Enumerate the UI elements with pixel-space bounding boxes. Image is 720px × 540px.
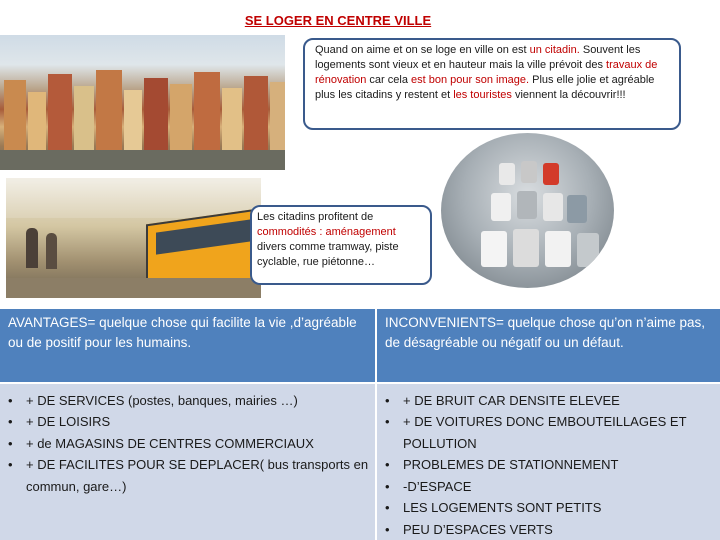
highlighted-text: est bon pour son image.	[411, 73, 530, 86]
list-item: • + de MAGASINS DE CENTRES COMMERCIAUX	[26, 433, 371, 454]
highlighted-text: un citadin.	[529, 44, 580, 56]
list-item: • LES LOGEMENTS SONT PETITS	[403, 497, 716, 518]
list-item: • -D’ESPACE	[403, 476, 716, 497]
page-title: SE LOGER EN CENTRE VILLE	[244, 13, 432, 28]
highlighted-text: commodités : aménagement	[257, 225, 396, 238]
list-item: • PROBLEMES DE STATIONNEMENT	[403, 454, 716, 475]
list-item: • + DE LOISIRS	[26, 411, 371, 432]
city-dweller-text	[315, 44, 657, 101]
text-segment: divers comme tramway, piste cyclable, rue piétonne…	[257, 240, 399, 268]
pros-cons-table	[0, 309, 720, 540]
list-item: • + DE SERVICES (postes, banques, mairies …)	[26, 390, 371, 411]
list-item: • + DE VOITURES DONC EMBOUTEILLAGES ET POLLUTION	[403, 411, 716, 454]
advantages-cell	[0, 382, 375, 540]
disadvantages-header: INCONVENIENTS= quelque chose qu’on n’aime pas, de désagréable ou négatif ou un défaut.	[375, 309, 720, 382]
text-segment: Quand on aime et on se loge en ville on est	[315, 44, 530, 56]
traffic-jam-photo	[441, 133, 614, 288]
disadvantages-cell	[375, 382, 720, 540]
amenities-callout	[250, 205, 432, 285]
advantages-header: AVANTAGES= quelque chose qui facilite la vie ,d’agréable ou de positif pour les humains.	[0, 309, 375, 382]
tramway-street-photo	[6, 178, 261, 298]
amenities-text	[257, 211, 399, 268]
highlighted-text: travaux de rénovation	[315, 58, 658, 86]
text-segment: car cela	[366, 73, 412, 86]
text-segment: Souvent les logements sont vieux et en hauteur mais la ville prévoit des	[315, 44, 641, 71]
list-item: • + DE FACILITES POUR SE DEPLACER( bus transports en commun, gare…)	[26, 454, 371, 497]
city-dweller-callout	[303, 38, 681, 130]
list-item: • + DE BRUIT CAR DENSITE ELEVEE	[403, 390, 716, 411]
city-riverside-photo	[0, 35, 285, 170]
text-segment: Plus elle jolie et agréable plus les citadins y restent et	[315, 73, 655, 101]
disadvantages-list	[383, 390, 716, 540]
text-segment: viennent la découvrir!!!	[511, 88, 626, 101]
highlighted-text: les touristes	[453, 88, 512, 101]
list-item: • PEU D’ESPACES VERTS	[403, 519, 716, 540]
advantages-list	[6, 390, 371, 497]
text-segment: Les citadins profitent de	[257, 211, 374, 223]
